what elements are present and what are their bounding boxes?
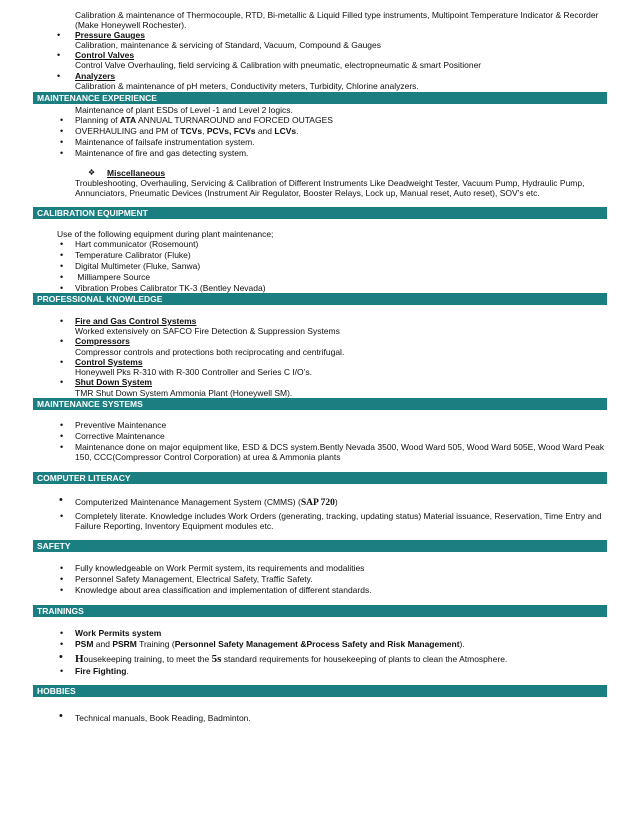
section-header-hobbies: HOBBIES <box>33 685 607 697</box>
bullet-icon: • <box>60 283 64 293</box>
bullet-icon: • <box>60 272 64 282</box>
calibration-item: Milliampere Source <box>75 272 151 282</box>
section-header-trainings: TRAININGS <box>33 605 607 617</box>
bullet-icon: • <box>57 71 61 81</box>
section-header-computer-literacy: COMPUTER LITERACY <box>33 472 607 484</box>
bullet-icon: • <box>60 628 64 638</box>
calibration-item: Temperature Calibrator (Fluke) <box>75 250 191 260</box>
shutdown-system-desc: TMR Shut Down System Ammonia Plant (Honeywell SM). <box>75 388 293 398</box>
calibration-intro: Use of the following equipment during plant maintenance; <box>57 229 274 239</box>
section-header-professional-knowledge: PROFESSIONAL KNOWLEDGE <box>33 293 607 305</box>
miscellaneous-desc-line2: Annunciators, Pneumatic Devices (Instrument Air Regulator, Booster Relays, Lock up, Manual reset, Auto reset), SOV’s etc. <box>75 188 540 198</box>
bullet-icon: • <box>60 377 64 387</box>
esd-maintenance-text: Maintenance of plant ESDs of Level -1 and Level 2 logics. <box>75 105 293 115</box>
bullet-icon: • <box>59 494 63 506</box>
maintenance-system-item-line1: Maintenance done on major equipment like, ESD & DCS system.Bently Nevada 3500, Wood Ward 505, Wood Ward 505E, Wood Ward Peak <box>75 442 605 452</box>
fire-gas-systems-title: Fire and Gas Control Systems <box>75 316 197 326</box>
bullet-icon: • <box>60 585 64 595</box>
bullet-icon: • <box>57 50 61 60</box>
section-header-calibration-equipment: CALIBRATION EQUIPMENT <box>33 207 607 219</box>
bullet-icon: • <box>60 115 64 125</box>
bullet-icon: • <box>60 126 64 136</box>
section-header-maintenance-experience: MAINTENANCE EXPERIENCE <box>33 92 607 104</box>
cmms-item: Computerized Maintenance Management System (CMMS) (SAP 720) <box>75 497 338 508</box>
literacy-item-line2: Failure Reporting, Inventory Equipment modules etc. <box>75 521 274 531</box>
hobbies-item: Technical manuals, Book Reading, Badminton. <box>75 713 251 723</box>
fire-gas-systems-desc: Worked extensively on SAFCO Fire Detection & Suppression Systems <box>75 326 340 336</box>
training-housekeeping: Housekeeping training, to meet the 5s standard requirements for housekeeping of plants to clean the Atmosphere. <box>75 653 508 665</box>
bullet-icon: • <box>60 250 64 260</box>
bullet-icon: • <box>60 420 64 430</box>
planning-item: Planning of ATA ANNUAL TURNAROUND and FORCED OUTAGES <box>75 115 333 125</box>
safety-item: Personnel Safety Management, Electrical Safety, Traffic Safety. <box>75 574 313 584</box>
bullet-icon: • <box>60 563 64 573</box>
failsafe-item: Maintenance of failsafe instrumentation system. <box>75 137 255 147</box>
thermo-desc-line1: Calibration & maintenance of Thermocouple, RTD, Bi-metallic & Liquid Filled type instruments, Multipoint Temperature Indicator & Recorder <box>75 10 599 20</box>
literacy-item-line1: Completely literate. Knowledge includes Work Orders (generating, tracking, updating status) Material issuance, Reservation, Time Entry and <box>75 511 602 521</box>
safety-item: Fully knowledgeable on Work Permit system, its requirements and modalities <box>75 563 365 573</box>
analyzers-desc: Calibration & maintenance of pH meters, Conductivity meters, Turbidity, Chlorine analyzers. <box>75 81 419 91</box>
control-systems-title: Control Systems <box>75 357 143 367</box>
training-fire-fighting: Fire Fighting. <box>75 666 129 676</box>
shutdown-system-title: Shut Down System <box>75 377 152 387</box>
section-header-safety: SAFETY <box>33 540 607 552</box>
bullet-icon: • <box>57 30 61 40</box>
bullet-icon: • <box>60 357 64 367</box>
fire-gas-item: Maintenance of fire and gas detecting system. <box>75 148 249 158</box>
bullet-icon: • <box>60 442 64 452</box>
bullet-icon: • <box>60 239 64 249</box>
bullet-icon: • <box>60 336 64 346</box>
pressure-gauges-title: Pressure Gauges <box>75 30 145 40</box>
thermo-desc-line2: (Make Honeywell Rochester). <box>75 20 187 30</box>
calibration-item: Vibration Probes Calibrator TK-3 (Bentley Nevada) <box>75 283 266 293</box>
bullet-icon: • <box>60 431 64 441</box>
calibration-item: Digital Multimeter (Fluke, Sanwa) <box>75 261 201 271</box>
analyzers-title: Analyzers <box>75 71 116 81</box>
maintenance-system-item: Corrective Maintenance <box>75 431 165 441</box>
bullet-icon: • <box>60 511 64 521</box>
control-valves-desc: Control Valve Overhauling, field servicing & Calibration with pneumatic, electropneumatic & smart Positioner <box>75 60 482 70</box>
bullet-icon: • <box>59 710 63 722</box>
compressors-title: Compressors <box>75 336 130 346</box>
compressors-desc: Compressor controls and protections both reciprocating and centrifugal. <box>75 347 345 357</box>
bullet-icon: • <box>60 137 64 147</box>
maintenance-system-item: Preventive Maintenance <box>75 420 167 430</box>
miscellaneous-title: Miscellaneous <box>107 168 166 178</box>
control-systems-desc: Honeywell Pks R-310 with R-300 Controller and Series C I/O’s. <box>75 367 312 377</box>
control-valves-title: Control Valves <box>75 50 135 60</box>
bullet-icon: • <box>60 316 64 326</box>
safety-item: Knowledge about area classification and implementation of different standards. <box>75 585 372 595</box>
bullet-icon: • <box>60 574 64 584</box>
overhauling-item: OVERHAULING and PM of TCVs, PCVs, FCVs and LCVs. <box>75 126 299 136</box>
training-work-permits: Work Permits system <box>75 628 162 638</box>
diamond-bullet-icon: ❖ <box>88 168 96 177</box>
bullet-icon: • <box>60 148 64 158</box>
bullet-icon: • <box>60 261 64 271</box>
section-header-maintenance-systems: MAINTENANCE SYSTEMS <box>33 398 607 410</box>
bullet-icon: • <box>60 639 64 649</box>
miscellaneous-desc-line1: Troubleshooting, Overhauling, Servicing & Calibration of Different Instruments Like Deadweight Tester, Vacuum Pump, Hydraulic Pump, <box>75 178 585 188</box>
bullet-icon: • <box>60 666 64 676</box>
calibration-item: Hart communicator (Rosemount) <box>75 239 199 249</box>
pressure-gauges-desc: Calibration, maintenance & servicing of Standard, Vacuum, Compound & Gauges <box>75 40 382 50</box>
maintenance-system-item-line2: 150, CCC(Compressor Control Corporation) at urea & Ammonia plants <box>75 452 341 462</box>
training-psm: PSM and PSRM Training (Personnel Safety Management &Process Safety and Risk Management). <box>75 639 465 649</box>
bullet-icon: • <box>59 651 63 663</box>
